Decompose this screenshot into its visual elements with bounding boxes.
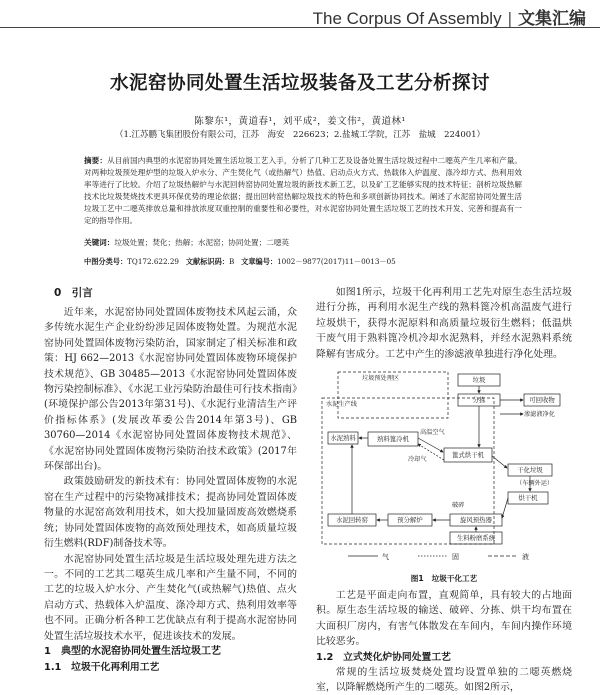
- label-dry-waste: 干化垃圾: [517, 465, 543, 474]
- figure-caption: [316, 573, 572, 584]
- section-1-1-heading: 1.1 垃圾干化再利用工艺: [44, 661, 160, 673]
- right-column-continued: [316, 588, 572, 695]
- articleno-label: 文章编号：: [241, 257, 278, 266]
- journal-title: [313, 4, 586, 29]
- right-column: [316, 285, 572, 362]
- label-waste: 垃圾: [472, 375, 486, 384]
- article-affiliation: （1.江苏鹏飞集团股份有限公司，江苏 海安 226623；2.盐城工学院，江苏 盐城 224001）: [114, 130, 486, 140]
- header-separator: |: [507, 9, 512, 28]
- classification-line: [84, 256, 522, 267]
- journal-header: [0, 0, 600, 30]
- header-rule: [0, 27, 600, 28]
- section-1-2-heading: 1.2 立式焚化炉协同处置工艺: [316, 651, 451, 663]
- intro-heading: 0 引言: [54, 287, 93, 299]
- label-crushing: 破碎: [452, 502, 465, 509]
- label-cement-line: 水泥生产线: [326, 401, 357, 408]
- process-figure: [318, 368, 566, 562]
- articleno-value: 1002－9877(2017)11－0013－05: [277, 257, 396, 266]
- label-leachate: 渗滤液净化: [524, 411, 555, 418]
- caption-number: 图1: [410, 574, 424, 583]
- label-cyclone-preheater: 旋风预热器: [460, 515, 492, 524]
- caption-text: 垃圾干化工艺: [431, 574, 478, 583]
- intro-paragraph-3: 水泥窑协同处置生活垃圾是生活垃圾处理先进方法之一。不同的工艺其二噁英生成几率和产生量不同，不同的工艺的垃圾入炉水分、产生焚化气(或热解气)热值、点火启动方式、热载体入炉温度、涤冷却方式、热利用效率等也不同。正确分析各种工艺优缺点有利于提高水泥窑协同处置生活垃圾技术水平，促进该技术的发展。: [44, 553, 297, 642]
- left-column: [44, 285, 297, 675]
- label-cool-air: 冷却气: [408, 456, 427, 463]
- right-paragraph-1: 如图1所示，垃圾干化再利用工艺先对原生态生活垃圾进行分拣，再利用水泥生产线的熟料篦冷机高温废气进行垃圾烘干，获得水泥原料和高质量垃圾衍生燃料；低温烘干废气用于熟料篦冷机冷却水泥熟料，并经水泥熟料系统降解有害成分。工艺中产生的渗滤液单独进行净化处理。: [316, 287, 572, 360]
- clc-label: 中图分类号：: [84, 257, 128, 266]
- section-1-heading: 1 典型的水泥窑协同处置生活垃圾工艺: [44, 645, 221, 657]
- keywords-label: 关键词：: [84, 238, 115, 247]
- doccode-value: B: [228, 257, 235, 266]
- label-precalciner: 预分解炉: [397, 515, 423, 524]
- label-recyclables: 可回收物: [529, 395, 555, 404]
- label-cement-kiln: 水泥回转窑: [336, 515, 368, 524]
- clc-value: TQ172.622.29: [127, 257, 179, 266]
- abstract-label: 摘要：: [84, 156, 108, 165]
- section-name: 文集汇编: [518, 9, 586, 29]
- keywords: [84, 237, 522, 249]
- article-title: 水泥窑协同处置生活垃圾装备及工艺分析探讨: [109, 73, 490, 94]
- legend-solid: 固: [452, 553, 459, 561]
- label-pretreat-area: 垃圾预处理区: [362, 375, 400, 382]
- label-dryer: 篦式烘干机: [452, 450, 484, 459]
- abstract: [84, 155, 522, 227]
- doccode-label: 文献标识码：: [185, 257, 229, 266]
- abstract-text: 从目前国内典型的水泥窑协同处置生活垃圾工艺入手，分析了几种工艺及设备处置生活垃圾过程中二噁英产生几率和产量。对两种垃圾预处理炉型的垃圾入炉水分、产生焚化气（或热解气）热值、启动点火方式、热载体入炉温度、涤冷却方式、热利用效率等进行了比较。介绍了垃圾热解炉与水泥回转窑协同处置垃圾的新技术新工艺，以及矿工艺能够实现的技术特征；剖析垃圾热解技术比垃圾焚烧技术更具环保优势的理论依据；提出回转窑热解垃圾技术的特色和多项创新协同技术。阐述了水泥窑协同处置生活垃圾工艺中二噁英排放总量和排放浓度双重控制的重要性和必要性，对水泥窑协同处置生活垃圾工艺的技术开发、完善和提高有一定的指导作用。: [84, 156, 522, 225]
- journal-name: The Corpus Of Assembly: [312, 9, 502, 28]
- legend-liquid: 液: [522, 553, 529, 561]
- legend-gas: 气: [382, 553, 389, 561]
- label-vehicle-transport: （车辆外运）: [516, 480, 554, 487]
- label-sorting: 分拣: [472, 395, 486, 404]
- label-raw-mill: 生料粉磨系统: [456, 533, 496, 542]
- label-clinker: 水泥熟料: [330, 433, 356, 442]
- right-paragraph-3: 常规的生活垃圾焚烧处置均设置单独的二噁英燃烧室，以降解燃烧所产生的二噁英。如图2所示，: [316, 666, 572, 694]
- keywords-text: 垃圾处置；焚化；热解；水泥窑；协同处置；二噁英: [114, 238, 290, 247]
- intro-paragraph-1: 近年来，水泥窑协同处置固体废物技术风起云涌，众多传统水泥生产企业纷纷涉足固体废物处置。为规范水泥窑协同处置固体废物污染防治，国家制定了相关标准和政策：HJ 662—2013《水泥窑协同处置固体废物环境保护技术规范》、GB 30485—2013《水泥窑协同处置固体废物污染控制标准》、《水泥工业污染防治最佳可行技术指南》(环境保护部公告2013年第31号)、《水泥行业清洁生产评价指标体系》(发展改革委公告2014年第3号)、GB 30760—2014《水泥窑协同处置固体废物技术规范》、《水泥窑协同处置固体废物污染防治技术政策》(2017年环保部出台)。: [44, 307, 297, 473]
- right-paragraph-2: 工艺是平面走向布置，直观简单，具有较大的占地面积。原生态生活垃圾的输送、破碎、分拣、烘干均布置在大面积厂房内，有害气体散发在车间内，车间内操作环境比较恶劣。: [316, 590, 572, 648]
- intro-paragraph-2: 政策鼓励研发的新技术有：协同处置固体废物的水泥窑在生产过程中的污染物减排技术；提高协同处置固体废物量的水泥窑高效利用技术，如大投加量固废高效燃烧系统；协同处置固体废物的高效预处理技术，如高质量垃圾衍生燃料(RDF)制备技术等。: [44, 476, 297, 550]
- label-high-temp-air: 高温空气: [420, 429, 445, 436]
- article-authors: 陈黎东¹，黄道春¹，刘平成²，姜文伟²，黄道林¹: [194, 116, 406, 127]
- label-clinker-cooler: 熟料篦冷机: [377, 434, 409, 443]
- label-preheater: 烘干机: [518, 493, 538, 502]
